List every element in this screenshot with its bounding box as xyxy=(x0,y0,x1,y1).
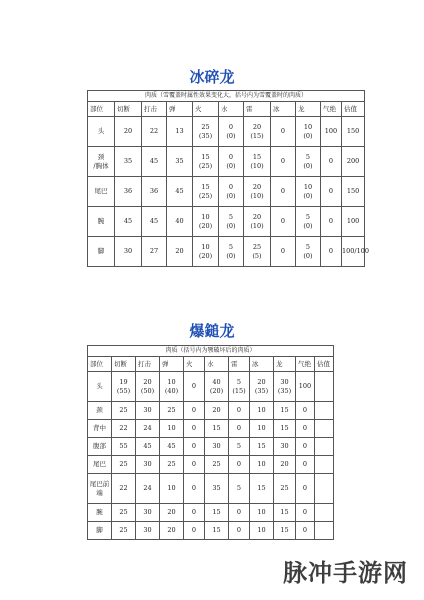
column-header: 部位 xyxy=(88,102,115,117)
part-name-cell: 颈 /胸体 xyxy=(88,147,115,177)
monster-title-ice-wyvern: 冰碎龙 xyxy=(189,68,235,86)
value-cell: 0 xyxy=(229,420,250,438)
value-cell: 27 xyxy=(142,237,167,267)
part-name-cell: 尾巴 xyxy=(88,456,112,474)
value-cell xyxy=(315,438,334,456)
value-cell: 15 (25) xyxy=(193,177,219,207)
value-cell: 0 xyxy=(271,237,296,267)
value-cell: 36 xyxy=(142,177,167,207)
value-cell: 5 (0) xyxy=(296,237,321,267)
value-cell: 0 xyxy=(184,456,205,474)
value-cell: 22 xyxy=(142,117,167,147)
value-cell: 20 (10) xyxy=(244,177,271,207)
value-cell: 30 xyxy=(136,456,160,474)
value-cell: 5 (0) xyxy=(296,207,321,237)
meat-table-ice-wyvern xyxy=(87,90,370,267)
value-cell: 20 xyxy=(205,402,229,420)
value-cell: 15 xyxy=(274,522,296,540)
value-cell: 25 (5) xyxy=(244,237,271,267)
value-cell: 0 xyxy=(184,438,205,456)
part-name-cell: 头 xyxy=(88,117,115,147)
value-cell: 0 xyxy=(271,207,296,237)
part-name-cell: 尾巴 xyxy=(88,177,115,207)
table-caption: 肉质（雪覆盖时属性效果变化大，括号内为雪覆盖时的肉质） xyxy=(88,91,365,102)
column-header: 气绝 xyxy=(296,357,315,372)
value-cell: 45 xyxy=(136,438,160,456)
value-cell: 10 (20) xyxy=(193,237,219,267)
value-cell: 15 (25) xyxy=(193,147,219,177)
column-header: 切断 xyxy=(112,357,136,372)
column-header: 部位 xyxy=(88,357,112,372)
value-cell: 200 xyxy=(342,147,365,177)
value-cell: 20 xyxy=(160,504,184,522)
value-cell: 0 xyxy=(296,522,315,540)
table-row xyxy=(88,402,334,420)
column-header: 火 xyxy=(184,357,205,372)
value-cell xyxy=(315,504,334,522)
value-cell: 20 xyxy=(167,237,193,267)
column-header: 龙 xyxy=(296,102,321,117)
table-row xyxy=(88,177,365,207)
value-cell: 45 xyxy=(167,177,193,207)
value-cell: 0 xyxy=(229,456,250,474)
value-cell: 20 (35) xyxy=(250,372,274,402)
value-cell: 25 (35) xyxy=(193,117,219,147)
column-header: 气绝 xyxy=(321,102,342,117)
value-cell: 19 (55) xyxy=(112,372,136,402)
value-cell: 10 xyxy=(250,456,274,474)
value-cell: 25 xyxy=(205,456,229,474)
value-cell: 5 (0) xyxy=(296,147,321,177)
value-cell: 25 xyxy=(160,402,184,420)
column-header: 水 xyxy=(205,357,229,372)
value-cell: 30 xyxy=(136,402,160,420)
value-cell: 0 xyxy=(229,504,250,522)
value-cell: 20 xyxy=(115,117,142,147)
value-cell: 0 xyxy=(296,456,315,474)
value-cell: 15 xyxy=(274,402,296,420)
value-cell: 25 xyxy=(274,474,296,504)
table-row xyxy=(88,117,365,147)
table-caption: 肉质（括号内为颚破坏后的肉质） xyxy=(88,346,334,357)
value-cell: 0 xyxy=(271,177,296,207)
part-name-cell: 尾巴前 端 xyxy=(88,474,112,504)
value-cell: 10 xyxy=(160,420,184,438)
value-cell: 0 xyxy=(184,504,205,522)
value-cell: 15 xyxy=(205,522,229,540)
value-cell: 10 xyxy=(250,522,274,540)
value-cell: 22 xyxy=(112,420,136,438)
value-cell: 0 xyxy=(229,522,250,540)
table-header-row xyxy=(88,357,334,372)
value-cell: 0 xyxy=(296,420,315,438)
value-cell: 0 xyxy=(321,147,342,177)
value-cell: 25 xyxy=(160,456,184,474)
value-cell: 5 (0) xyxy=(219,207,244,237)
part-name-cell: 脚 xyxy=(88,522,112,540)
value-cell: 0 xyxy=(321,177,342,207)
column-header: 打击 xyxy=(136,357,160,372)
table-row xyxy=(88,237,365,267)
column-header: 弹 xyxy=(167,102,193,117)
column-header: 火 xyxy=(193,102,219,117)
value-cell: 36 xyxy=(115,177,142,207)
part-name-cell: 腕 xyxy=(88,207,115,237)
value-cell: 15 xyxy=(250,438,274,456)
value-cell: 0 xyxy=(296,504,315,522)
value-cell: 30 xyxy=(274,438,296,456)
value-cell: 20 xyxy=(274,456,296,474)
value-cell: 5 (15) xyxy=(229,372,250,402)
value-cell: 24 xyxy=(136,474,160,504)
table-caption-row xyxy=(88,91,365,102)
value-cell: 0 xyxy=(184,372,205,402)
value-cell: 15 xyxy=(205,420,229,438)
column-header: 雷 xyxy=(244,102,271,117)
column-header: 估值 xyxy=(315,357,334,372)
value-cell: 0 xyxy=(296,438,315,456)
value-cell: 10 xyxy=(160,474,184,504)
value-cell xyxy=(315,474,334,504)
value-cell: 10 xyxy=(250,504,274,522)
column-header: 水 xyxy=(219,102,244,117)
value-cell: 25 xyxy=(112,522,136,540)
monster-title-hammer-wyvern: 爆鎚龙 xyxy=(189,322,235,340)
value-cell: 100 xyxy=(342,207,365,237)
value-cell: 10 xyxy=(250,402,274,420)
column-header: 冰 xyxy=(271,102,296,117)
value-cell: 5 (0) xyxy=(219,237,244,267)
value-cell: 10 (20) xyxy=(193,207,219,237)
value-cell: 24 xyxy=(136,420,160,438)
value-cell: 25 xyxy=(112,402,136,420)
column-header: 打击 xyxy=(142,102,167,117)
value-cell xyxy=(315,456,334,474)
part-name-cell: 腹部 xyxy=(88,438,112,456)
part-name-cell: 腕 xyxy=(88,504,112,522)
table-row xyxy=(88,420,334,438)
value-cell: 30 xyxy=(205,438,229,456)
value-cell: 150 xyxy=(342,117,365,147)
value-cell: 0 xyxy=(184,402,205,420)
value-cell: 10 xyxy=(250,420,274,438)
column-header: 龙 xyxy=(274,357,296,372)
part-name-cell: 背中 xyxy=(88,420,112,438)
value-cell: 30 xyxy=(136,504,160,522)
column-header: 切断 xyxy=(115,102,142,117)
value-cell: 22 xyxy=(112,474,136,504)
value-cell xyxy=(315,522,334,540)
meat-table-hammer-wyvern xyxy=(87,345,334,540)
value-cell xyxy=(315,372,334,402)
part-name-cell: 脚 xyxy=(88,237,115,267)
value-cell: 100/100 xyxy=(342,237,365,267)
table-row xyxy=(88,147,365,177)
column-header: 雷 xyxy=(229,357,250,372)
table-row xyxy=(88,456,334,474)
value-cell: 20 xyxy=(160,522,184,540)
value-cell: 5 xyxy=(229,438,250,456)
value-cell xyxy=(315,402,334,420)
value-cell: 30 xyxy=(115,237,142,267)
value-cell: 0 xyxy=(184,420,205,438)
value-cell: 15 xyxy=(250,474,274,504)
value-cell: 20 (10) xyxy=(244,207,271,237)
value-cell: 30 (35) xyxy=(274,372,296,402)
value-cell: 20 (15) xyxy=(244,117,271,147)
part-name-cell: 头 xyxy=(88,372,112,402)
value-cell: 5 xyxy=(229,474,250,504)
value-cell: 0 xyxy=(271,117,296,147)
value-cell: 10 (40) xyxy=(160,372,184,402)
value-cell: 100 xyxy=(321,117,342,147)
value-cell: 0 xyxy=(271,147,296,177)
value-cell: 13 xyxy=(167,117,193,147)
value-cell: 0 (0) xyxy=(219,147,244,177)
value-cell: 15 xyxy=(274,504,296,522)
value-cell: 0 xyxy=(296,402,315,420)
value-cell: 45 xyxy=(160,438,184,456)
value-cell: 40 xyxy=(167,207,193,237)
value-cell: 30 xyxy=(136,522,160,540)
site-watermark: 脉冲手游网 xyxy=(283,559,408,587)
column-header: 估值 xyxy=(342,102,365,117)
value-cell: 15 xyxy=(205,504,229,522)
value-cell: 20 (50) xyxy=(136,372,160,402)
table-row xyxy=(88,504,334,522)
table-row xyxy=(88,522,334,540)
value-cell: 10 (0) xyxy=(296,117,321,147)
table-header-row xyxy=(88,102,365,117)
value-cell: 0 xyxy=(321,237,342,267)
value-cell: 45 xyxy=(142,207,167,237)
value-cell: 15 xyxy=(274,420,296,438)
part-name-cell: 颈 xyxy=(88,402,112,420)
value-cell: 35 xyxy=(167,147,193,177)
value-cell: 0 (0) xyxy=(219,117,244,147)
value-cell: 0 xyxy=(321,207,342,237)
value-cell: 35 xyxy=(115,147,142,177)
value-cell: 40 (20) xyxy=(205,372,229,402)
value-cell: 150 xyxy=(342,177,365,207)
value-cell xyxy=(315,420,334,438)
value-cell: 0 xyxy=(184,474,205,504)
value-cell: 100 xyxy=(296,372,315,402)
table-row xyxy=(88,438,334,456)
table-row xyxy=(88,372,334,402)
column-header: 冰 xyxy=(250,357,274,372)
value-cell: 25 xyxy=(112,456,136,474)
value-cell: 0 xyxy=(229,402,250,420)
value-cell: 45 xyxy=(142,147,167,177)
value-cell: 15 (10) xyxy=(244,147,271,177)
value-cell: 0 xyxy=(296,474,315,504)
table-caption-row xyxy=(88,346,334,357)
value-cell: 0 (0) xyxy=(219,177,244,207)
value-cell: 55 xyxy=(112,438,136,456)
value-cell: 45 xyxy=(115,207,142,237)
value-cell: 0 xyxy=(184,522,205,540)
column-header: 弹 xyxy=(160,357,184,372)
value-cell: 25 xyxy=(112,504,136,522)
value-cell: 10 (0) xyxy=(296,177,321,207)
table-row xyxy=(88,474,334,504)
table-row xyxy=(88,207,365,237)
value-cell: 35 xyxy=(205,474,229,504)
